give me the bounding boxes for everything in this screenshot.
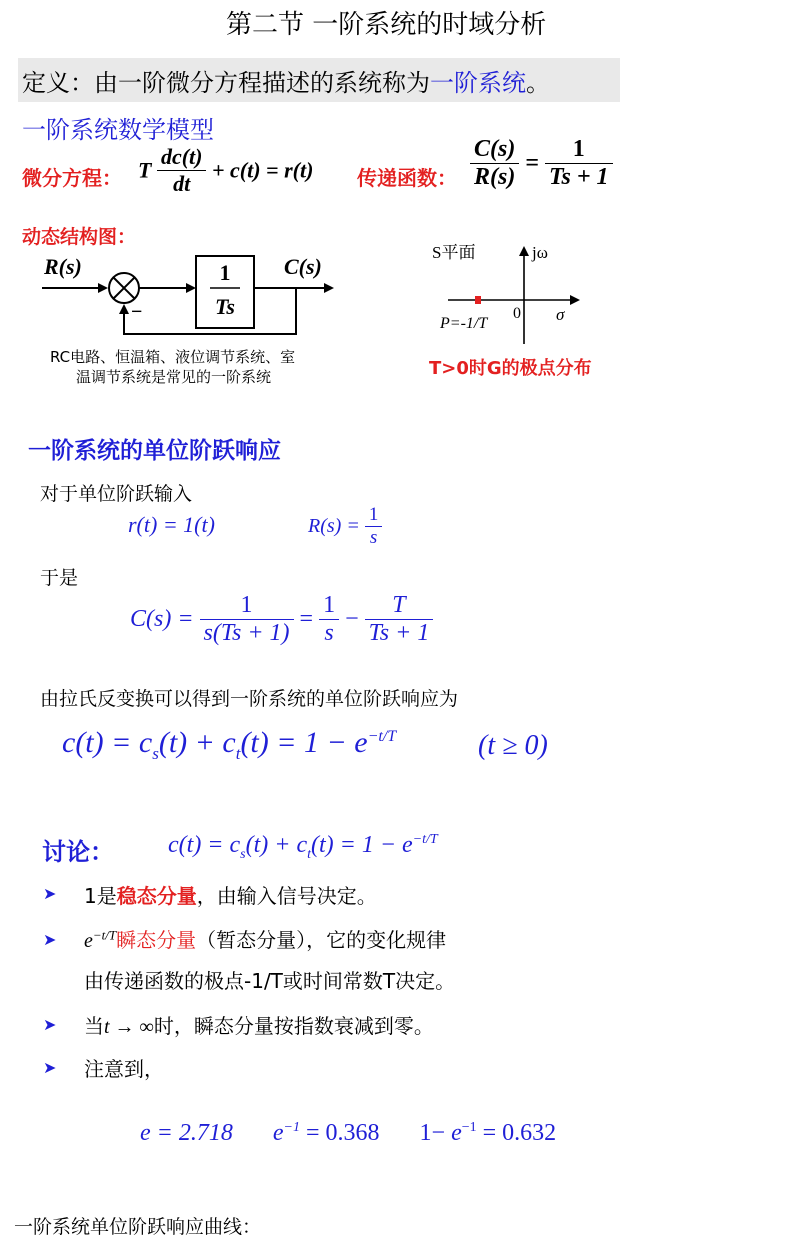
bullet-2-expression: $e^{-t/T}$ xyxy=(84,927,117,952)
block-output-label: C(s) xyxy=(284,254,322,279)
block-gain-den: Ts xyxy=(215,294,235,319)
bullet-1-prefix: 1是 xyxy=(84,884,117,908)
definition-prefix: 定义：由一阶微分方程描述的系统称为 xyxy=(22,69,430,97)
block-gain-num: 1 xyxy=(219,260,231,285)
s-plane-caption: T>0时G的极点分布 xyxy=(429,358,592,379)
bullet-3-text xyxy=(84,1010,434,1039)
imag-axis-label: jω xyxy=(532,243,548,262)
step-response-formula: $c(t) = c_s(t) + c_t(t) = 1 - e^{-t/T}$ xyxy=(62,726,397,763)
bullet-2-line2: 由传递函数的极点-1/T或时间常数T决定。 xyxy=(84,969,456,993)
s-plane-diagram xyxy=(428,238,588,350)
bullet-2-mid: （暂态分量），它的变化规律 xyxy=(196,928,447,952)
bullet-marker-2: ➤ xyxy=(43,930,57,949)
transfer-label: 传递函数： xyxy=(357,166,457,190)
s-plane-title: S平面 xyxy=(432,243,476,262)
step-heading: 一阶系统的单位阶跃响应 xyxy=(28,438,281,464)
step-input-text: 对于单位阶跃输入 xyxy=(40,483,193,505)
transfer-formula: $\frac{C(s)}{R(s)}$ = $\frac{1}{Ts + 1}$ xyxy=(470,136,613,191)
R-s-formula: R(s) = $\frac{1}{s}$ xyxy=(308,504,382,549)
bullet-1-suffix: ，由输入信号决定。 xyxy=(196,884,377,908)
curve-caption: 一阶系统单位阶跃响应曲线： xyxy=(14,1217,262,1238)
page-title: 第二节 一阶系统的时域分析 xyxy=(226,10,547,40)
constant-one-minus-symbol: $1- e^{-1}$ xyxy=(419,1120,477,1146)
inverse-text: 由拉氏反变换可以得到一阶系统的单位阶跃响应为 xyxy=(40,688,459,710)
bullet-3-limit: t → ∞ xyxy=(104,1016,154,1038)
bullet-1-red: 稳态分量 xyxy=(116,884,197,908)
discussion-label: 讨论： xyxy=(42,838,114,866)
constant-e-inv-symbol: $e^{-1}$ xyxy=(272,1120,300,1146)
definition-bar xyxy=(18,58,620,102)
diff-eq-label: 微分方程： xyxy=(22,166,122,190)
bullet-marker-3: ➤ xyxy=(43,1015,57,1034)
origin-label: 0 xyxy=(513,305,521,322)
structure-label: 动态结构图： xyxy=(22,226,137,248)
bullet-3-suffix: 时，瞬态分量按指数衰减到零。 xyxy=(153,1014,434,1038)
constants-row xyxy=(140,1120,556,1147)
bullet-marker-1: ➤ xyxy=(43,884,57,903)
pole-marker xyxy=(475,296,481,304)
block-input-label: R(s) xyxy=(44,254,82,279)
therefore-text: 于是 xyxy=(40,567,79,589)
definition-suffix: 。 xyxy=(526,69,550,97)
bullet-2-red: 瞬态分量 xyxy=(116,928,197,952)
definition-highlight: 一阶系统 xyxy=(430,69,526,97)
model-heading: 一阶系统数学模型 xyxy=(22,116,214,144)
block-caption-line2: 温调节系统是常见的一阶系统 xyxy=(76,368,272,386)
bullet-2-text xyxy=(84,924,446,953)
pole-label: P=-1/T xyxy=(440,315,488,332)
block-diagram xyxy=(30,248,350,344)
diff-eq-formula: T $\frac{dc(t)}{dt}$ + c(t) = r(t) xyxy=(138,144,314,196)
real-axis-label: σ xyxy=(556,305,565,324)
bullet-1-text xyxy=(84,880,377,909)
r-t-formula: r(t) = 1(t) xyxy=(128,512,215,537)
constant-e: e = 2.718 xyxy=(140,1120,233,1146)
bullet-3-prefix: 当 xyxy=(84,1014,104,1038)
bullet-marker-4: ➤ xyxy=(43,1058,57,1077)
bullet-4-text: 注意到， xyxy=(84,1057,164,1081)
constant-e-inv: = 0.368 xyxy=(305,1120,380,1146)
feedback-minus-sign: − xyxy=(131,301,143,323)
discussion-formula: $c(t) = c_s(t) + c_t(t) = 1 - e^{-t/T}$ xyxy=(168,832,438,862)
block-caption-line1: RC电路、恒温箱、液位调节系统、室 xyxy=(50,348,296,366)
C-s-formula: C(s) = $\frac{1}{s(Ts + 1)}$ = $\frac{1}{s}$ − $\frac{T}{Ts + 1}$ xyxy=(130,592,433,647)
constant-one-minus: = 0.632 xyxy=(482,1120,557,1146)
step-response-condition: (t ≥ 0) xyxy=(478,730,548,761)
